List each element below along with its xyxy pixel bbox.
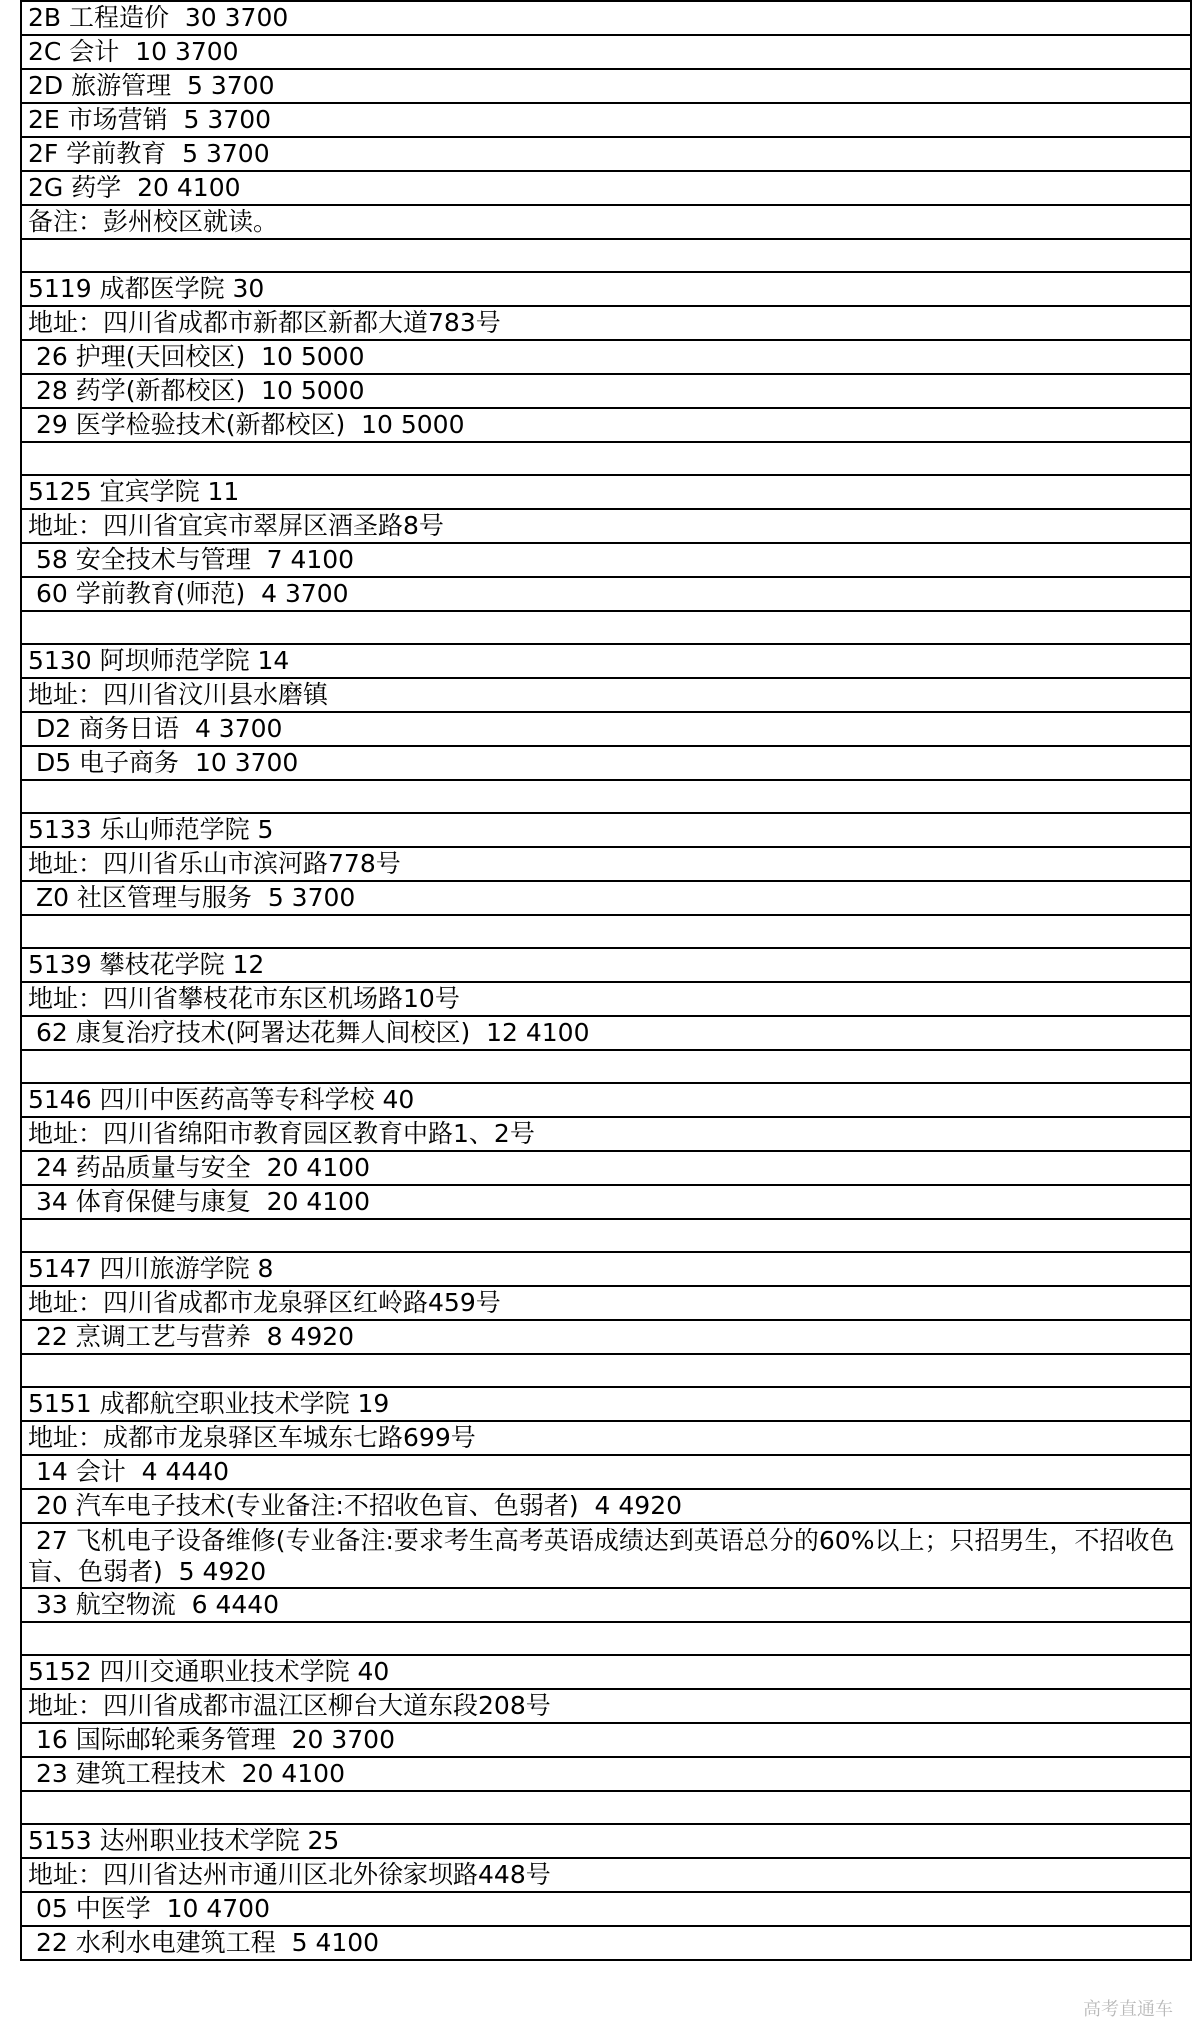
table-cell: 26 护理(天回校区) 10 5000 bbox=[21, 340, 1191, 374]
table-body bbox=[21, 1, 1191, 1960]
table-row bbox=[21, 1858, 1191, 1892]
spacer-row bbox=[21, 1050, 1191, 1083]
table-row bbox=[21, 1723, 1191, 1757]
table-cell: 60 学前教育(师范) 4 3700 bbox=[21, 577, 1191, 611]
table-row bbox=[21, 1387, 1191, 1421]
spacer-row bbox=[21, 1791, 1191, 1824]
table-cell bbox=[21, 611, 1191, 644]
table-cell: 2G 药学 20 4100 bbox=[21, 171, 1191, 205]
table-row bbox=[21, 1523, 1191, 1588]
table-row bbox=[21, 1016, 1191, 1050]
table-cell bbox=[21, 780, 1191, 813]
table-row bbox=[21, 1824, 1191, 1858]
table-row bbox=[21, 1655, 1191, 1689]
table-row bbox=[21, 543, 1191, 577]
table-cell: 2D 旅游管理 5 3700 bbox=[21, 69, 1191, 103]
table-cell: 33 航空物流 6 4440 bbox=[21, 1588, 1191, 1622]
table-cell: 地址：四川省攀枝花市东区机场路10号 bbox=[21, 982, 1191, 1016]
table-cell: 58 安全技术与管理 7 4100 bbox=[21, 543, 1191, 577]
table-cell: 16 国际邮轮乘务管理 20 3700 bbox=[21, 1723, 1191, 1757]
table-cell: 5147 四川旅游学院 8 bbox=[21, 1252, 1191, 1286]
table-row bbox=[21, 1286, 1191, 1320]
table-row bbox=[21, 813, 1191, 847]
table-cell: 5139 攀枝花学院 12 bbox=[21, 948, 1191, 982]
table-cell: 5119 成都医学院 30 bbox=[21, 272, 1191, 306]
table-cell bbox=[21, 239, 1191, 272]
table-cell: 24 药品质量与安全 20 4100 bbox=[21, 1151, 1191, 1185]
table-cell bbox=[21, 1354, 1191, 1387]
table-cell: 29 医学检验技术(新都校区) 10 5000 bbox=[21, 408, 1191, 442]
spacer-row bbox=[21, 1219, 1191, 1252]
table-cell: 22 烹调工艺与营养 8 4920 bbox=[21, 1320, 1191, 1354]
table-row bbox=[21, 171, 1191, 205]
table-cell: 34 体育保健与康复 20 4100 bbox=[21, 1185, 1191, 1219]
table-row bbox=[21, 1185, 1191, 1219]
table-row bbox=[21, 1489, 1191, 1523]
table-cell: 5133 乐山师范学院 5 bbox=[21, 813, 1191, 847]
table-row bbox=[21, 746, 1191, 780]
table-row bbox=[21, 137, 1191, 171]
table-row bbox=[21, 1421, 1191, 1455]
table-row bbox=[21, 1, 1191, 35]
table-row bbox=[21, 1252, 1191, 1286]
table-row bbox=[21, 1892, 1191, 1926]
table-row bbox=[21, 205, 1191, 239]
table-cell: 2E 市场营销 5 3700 bbox=[21, 103, 1191, 137]
table-cell: 备注：彭州校区就读。 bbox=[21, 205, 1191, 239]
table-cell: 27 飞机电子设备维修(专业备注:要求考生高考英语成绩达到英语总分的60%以上；只招男生，不招收色盲、色弱者) 5 4920 bbox=[21, 1523, 1191, 1588]
table-cell: 20 汽车电子技术(专业备注:不招收色盲、色弱者) 4 4920 bbox=[21, 1489, 1191, 1523]
table-cell: Z0 社区管理与服务 5 3700 bbox=[21, 881, 1191, 915]
table-cell: 5130 阿坝师范学院 14 bbox=[21, 644, 1191, 678]
table-cell: D2 商务日语 4 3700 bbox=[21, 712, 1191, 746]
spacer-row bbox=[21, 442, 1191, 475]
table-row bbox=[21, 948, 1191, 982]
table-row bbox=[21, 103, 1191, 137]
table-cell: D5 电子商务 10 3700 bbox=[21, 746, 1191, 780]
table-row bbox=[21, 881, 1191, 915]
table-cell: 28 药学(新都校区) 10 5000 bbox=[21, 374, 1191, 408]
table-cell: 5152 四川交通职业技术学院 40 bbox=[21, 1655, 1191, 1689]
table-cell: 地址：四川省成都市温江区柳台大道东段208号 bbox=[21, 1689, 1191, 1723]
table-row bbox=[21, 712, 1191, 746]
table-row bbox=[21, 475, 1191, 509]
table-cell bbox=[21, 1219, 1191, 1252]
table-cell: 地址：四川省成都市新都区新都大道783号 bbox=[21, 306, 1191, 340]
table-cell bbox=[21, 1050, 1191, 1083]
table-row bbox=[21, 1757, 1191, 1791]
table-row bbox=[21, 408, 1191, 442]
table-cell bbox=[21, 1622, 1191, 1655]
table-row bbox=[21, 35, 1191, 69]
table-row bbox=[21, 1588, 1191, 1622]
table-row bbox=[21, 306, 1191, 340]
table-cell: 地址：四川省乐山市滨河路778号 bbox=[21, 847, 1191, 881]
table-cell: 地址：四川省宜宾市翠屏区酒圣路8号 bbox=[21, 509, 1191, 543]
admission-plan-table bbox=[20, 0, 1192, 1961]
table-cell: 2B 工程造价 30 3700 bbox=[21, 1, 1191, 35]
table-cell bbox=[21, 915, 1191, 948]
table-cell: 地址：成都市龙泉驿区车城东七路699号 bbox=[21, 1421, 1191, 1455]
table-row bbox=[21, 69, 1191, 103]
table-cell: 地址：四川省成都市龙泉驿区红岭路459号 bbox=[21, 1286, 1191, 1320]
table-cell: 地址：四川省绵阳市教育园区教育中路1、2号 bbox=[21, 1117, 1191, 1151]
table-row bbox=[21, 847, 1191, 881]
table-cell: 5153 达州职业技术学院 25 bbox=[21, 1824, 1191, 1858]
table-row bbox=[21, 1455, 1191, 1489]
table-cell: 05 中医学 10 4700 bbox=[21, 1892, 1191, 1926]
table-cell: 2F 学前教育 5 3700 bbox=[21, 137, 1191, 171]
table-cell bbox=[21, 442, 1191, 475]
table-cell: 14 会计 4 4440 bbox=[21, 1455, 1191, 1489]
table-row bbox=[21, 1151, 1191, 1185]
table-row bbox=[21, 1117, 1191, 1151]
table-row bbox=[21, 374, 1191, 408]
table-row bbox=[21, 1926, 1191, 1960]
table-cell: 地址：四川省汶川县水磨镇 bbox=[21, 678, 1191, 712]
table-cell: 23 建筑工程技术 20 4100 bbox=[21, 1757, 1191, 1791]
table-cell: 62 康复治疗技术(阿署达花舞人间校区) 12 4100 bbox=[21, 1016, 1191, 1050]
spacer-row bbox=[21, 611, 1191, 644]
table-cell: 2C 会计 10 3700 bbox=[21, 35, 1191, 69]
table-row bbox=[21, 1689, 1191, 1723]
table-row bbox=[21, 982, 1191, 1016]
spacer-row bbox=[21, 780, 1191, 813]
table-row bbox=[21, 1083, 1191, 1117]
table-cell: 5125 宜宾学院 11 bbox=[21, 475, 1191, 509]
spacer-row bbox=[21, 1354, 1191, 1387]
table-row bbox=[21, 644, 1191, 678]
table-cell: 地址：四川省达州市通川区北外徐家坝路448号 bbox=[21, 1858, 1191, 1892]
watermark: 高考直通车 bbox=[1083, 1999, 1173, 2020]
spacer-row bbox=[21, 1622, 1191, 1655]
table-cell: 5151 成都航空职业技术学院 19 bbox=[21, 1387, 1191, 1421]
table-cell: 5146 四川中医药高等专科学校 40 bbox=[21, 1083, 1191, 1117]
table-row bbox=[21, 577, 1191, 611]
table-cell: 22 水利水电建筑工程 5 4100 bbox=[21, 1926, 1191, 1960]
table-row bbox=[21, 1320, 1191, 1354]
spacer-row bbox=[21, 915, 1191, 948]
table-row bbox=[21, 340, 1191, 374]
table-cell bbox=[21, 1791, 1191, 1824]
table-row bbox=[21, 509, 1191, 543]
table-row bbox=[21, 272, 1191, 306]
table-row bbox=[21, 678, 1191, 712]
spacer-row bbox=[21, 239, 1191, 272]
